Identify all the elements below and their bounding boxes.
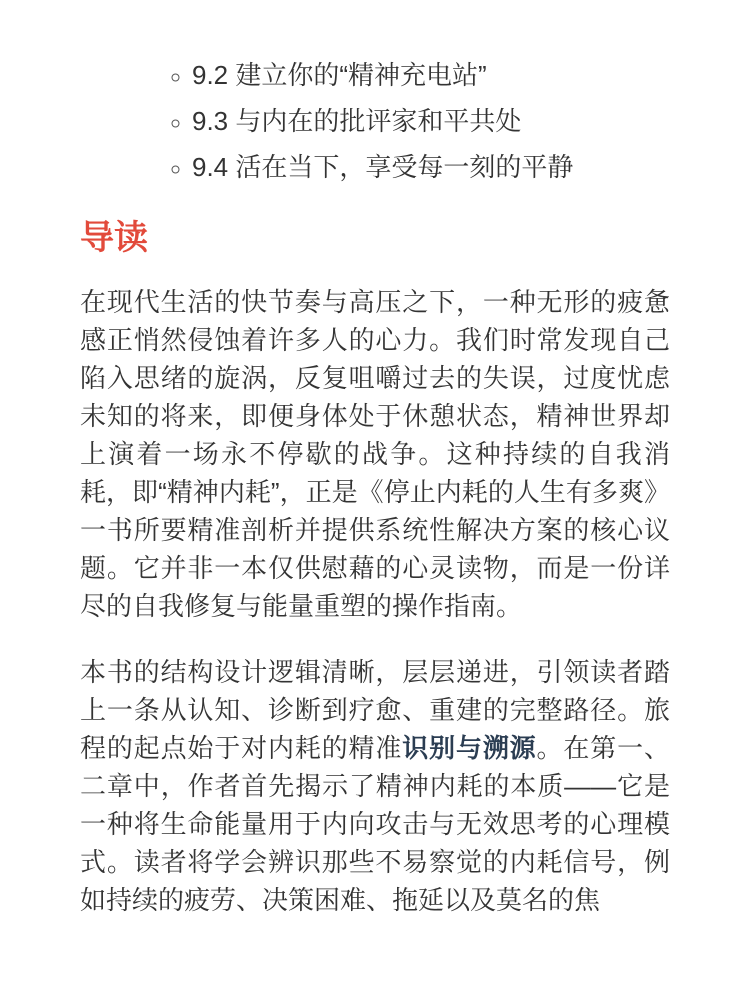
toc-list xyxy=(80,56,670,186)
bold-phrase: 识别与溯源 xyxy=(402,732,537,763)
section-heading: 导读 xyxy=(80,219,148,257)
intro-paragraph-1: 在现代生活的快节奏与高压之下，一种无形的疲惫感正悄然侵蚀着许多人的心力。我们时常发现自己陷入思绪的旋涡，反复咀嚼过去的失误，过度忧虑未知的将来，即便身体处于休憩状态，精神世界却上演着一场永不停歇的战争。这种持续的自我消耗，即“精神内耗”，正是《停止内耗的人生有多爽》一书所要精准剖析并提供系统性解决方案的核心议题。它并非一本仅供慰藉的心灵读物，而是一份详尽的自我修复与能量重塑的操作指南。 xyxy=(80,286,670,621)
paragraph-2-text-before: 本书的结构设计逻辑清晰，层层递进，引领读者踏上一条从认知、诊断到疗愈、重建的完整路径。旅程的起点始于对内耗的精准 xyxy=(80,656,670,763)
toc-item: ◦ 9.2 建立你的“精神充电站” xyxy=(192,56,670,94)
toc-item: ◦ 9.3 与内在的批评家和平共处 xyxy=(192,102,670,140)
paragraph-2-text-after: 。在第一、二章中，作者首先揭示了精神内耗的本质——它是一种将生命能量用于内向攻击与无效思考的心理模式。读者将学会辨识那些不易察觉的内耗信号，例如持续的疲劳、决策困难、拖延以及莫名的焦 xyxy=(80,732,670,915)
intro-paragraph-2 xyxy=(80,653,670,919)
toc-item: ◦ 9.4 活在当下，享受每一刻的平静 xyxy=(192,148,670,186)
